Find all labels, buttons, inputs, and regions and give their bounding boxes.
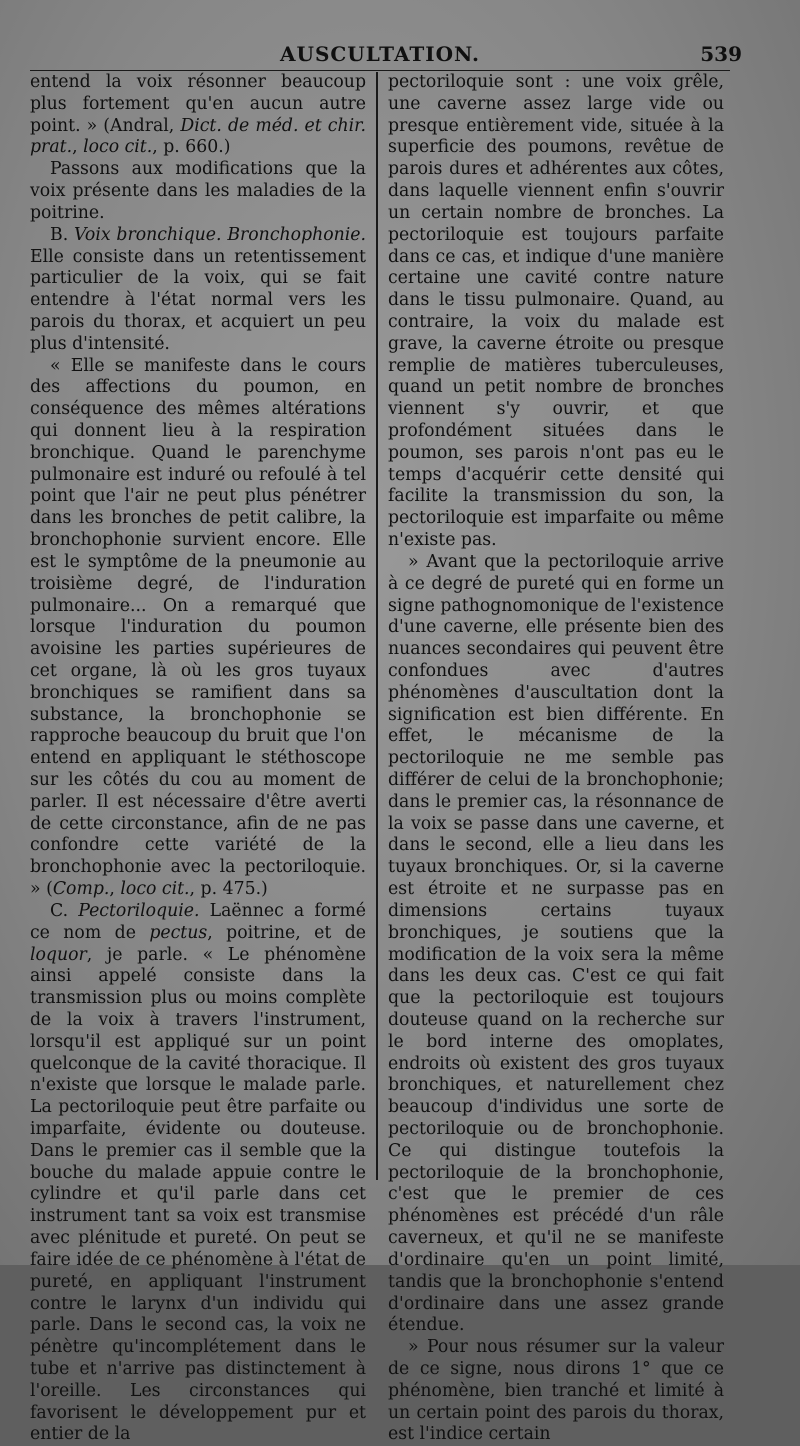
paragraph: pectoriloquie sont : une voix grêle, une caverne assez large vide ou presque entièrement vide, située à la superficie des poumons, revêtue de parois dures et adhérentes aux côtes, dans laquelle viennent enfin s'ouvrir un certain nombre de bronches. La pectoriloquie est toujours parfaite dans ce cas, et indique d'une manière certaine une cavité contre nature dans le tissu pulmonaire. Quand, au contraire, la voix du malade est grave, la caverne étroite ou presque remplie de matières tuberculeuses, quand un petit nombre de bronches viennent s'y ouvrir, et que profondément situées dans le poumon, ses parois n'ont pas eu le temps d'acquérir cette densité qui facilite la transmission du son, la pectoriloquie est imparfaite ou même n'existe pas.	[388, 72, 724, 551]
paragraph: Passons aux modifications que la voix présente dans les maladies de la poitrine.	[30, 159, 366, 223]
running-title: AUSCULTATION.	[279, 42, 481, 66]
right-column	[388, 72, 724, 1446]
section-c-paragraph: C. Pectoriloquie. Laënnec a formé ce nom de pectus, poitrine, et de loquor, je parle. « Le phénomène ainsi appelé consiste dans la transmission plus ou moins complète de la voix à travers l'instrument, lorsqu'il est appliqué sur un point quelconque de la cavité thoracique. Il n'existe que lorsque le malade parle. La pectoriloquie peut être parfaite ou imparfaite, évidente ou douteuse. Dans le premier cas il semble que la bouche du malade appuie contre le cylindre et qu'il parle dans cet instrument tant sa voix est transmise avec plénitude et pureté. On peut se faire idée de ce phénomène à l'état de pureté, en appliquant l'instrument contre le larynx d'un individu qui parle. Dans le second cas, la voix ne pénètre qu'incomplétement dans le tube et n'arrive pas distinctement à l'oreille. Les circonstances qui favorisent le développement pur et entier de la	[30, 900, 366, 1445]
paragraph: » Avant que la pectoriloquie arrive à ce degré de pureté qui en forme un signe pathognomonique de l'existence d'une caverne, elle présente bien des nuances secondaires qui peuvent être confondues avec d'autres phénomènes d'auscultation dont la signification est bien différente. En effet, le mécanisme de la pectoriloquie ne me semble pas différer de celui de la bronchophonie; dans le premier cas, la résonnance de la voix se passe dans une caverne, et dans le second, elle a lieu dans les tuyaux bronchiques. Or, si la caverne est étroite et ne surpasse pas en dimensions certains tuyaux bronchiques, je soutiens que la modification de la voix sera la même dans les deux cas. C'est ce qui fait que la pectoriloquie est toujours douteuse quand on la recherche sur le bord interne des omoplates, endroits où existent des gros tuyaux bronchiques, et naturellement chez beaucoup d'individus une sorte de pectoriloquie ou de bronchophonie. Ce qui distingue toutefois la pectoriloquie de la bronchophonie, c'est que le premier de ces phénomènes est précédé d'un râle caverneux, et qu'il ne se manifeste d'ordinaire qu'en un point limité, tandis que la bronchophonie s'entend d'ordinaire dans une assez grande étendue.	[388, 551, 724, 1336]
paragraph: » Pour nous résumer sur la valeur de ce signe, nous dirons 1° que ce phénomène, bien tranché et limité à un certain point des parois du thorax, est l'indice certain	[388, 1337, 724, 1445]
left-column	[30, 72, 366, 1446]
section-heading: Voix bronchique. Bronchophonie.	[74, 224, 367, 245]
paragraph: entend la voix résonner beaucoup plus fortement qu'en aucun autre point. » (Andral, Dict. de méd. et chir. prat., loco cit., p. 660.)	[30, 72, 366, 158]
section-b-paragraph: B. Voix bronchique. Bronchophonie. Elle consiste dans un retentissement particulier de la voix, qui se fait entendre à l'état normal vers les parois du thorax, et acquiert un peu plus d'intensité.	[30, 224, 367, 354]
page-number: 539	[700, 42, 742, 66]
section-heading: Pectoriloquie.	[78, 900, 200, 921]
column-divider	[376, 72, 378, 1180]
page-header	[30, 40, 742, 71]
paragraph: « Elle se manifeste dans le cours des affections du poumon, en conséquence des mêmes altérations qui donnent lieu à la respiration bronchique. Quand le parenchyme pulmonaire est induré ou refoulé à tel point que l'air ne peut plus pénétrer dans les bronches de petit calibre, la bronchophonie survient encore. Elle est le symptôme de la pneumonie au troisième degré, de l'induration pulmonaire... On a remarqué que lorsque l'induration du poumon avoisine les parties supérieures de cet organe, là où les gros tuyaux bronchiques se ramifient dans sa substance, la bronchophonie se rapproche beaucoup du bruit que l'on entend en appliquant le stéthoscope sur les côtés du cou au moment de parler. Il est nécessaire d'être averti de cette circonstance, afin de ne pas confondre cette variété de la bronchophonie avec la pectoriloquie. » (Comp., loco cit., p. 475.)	[30, 355, 366, 900]
